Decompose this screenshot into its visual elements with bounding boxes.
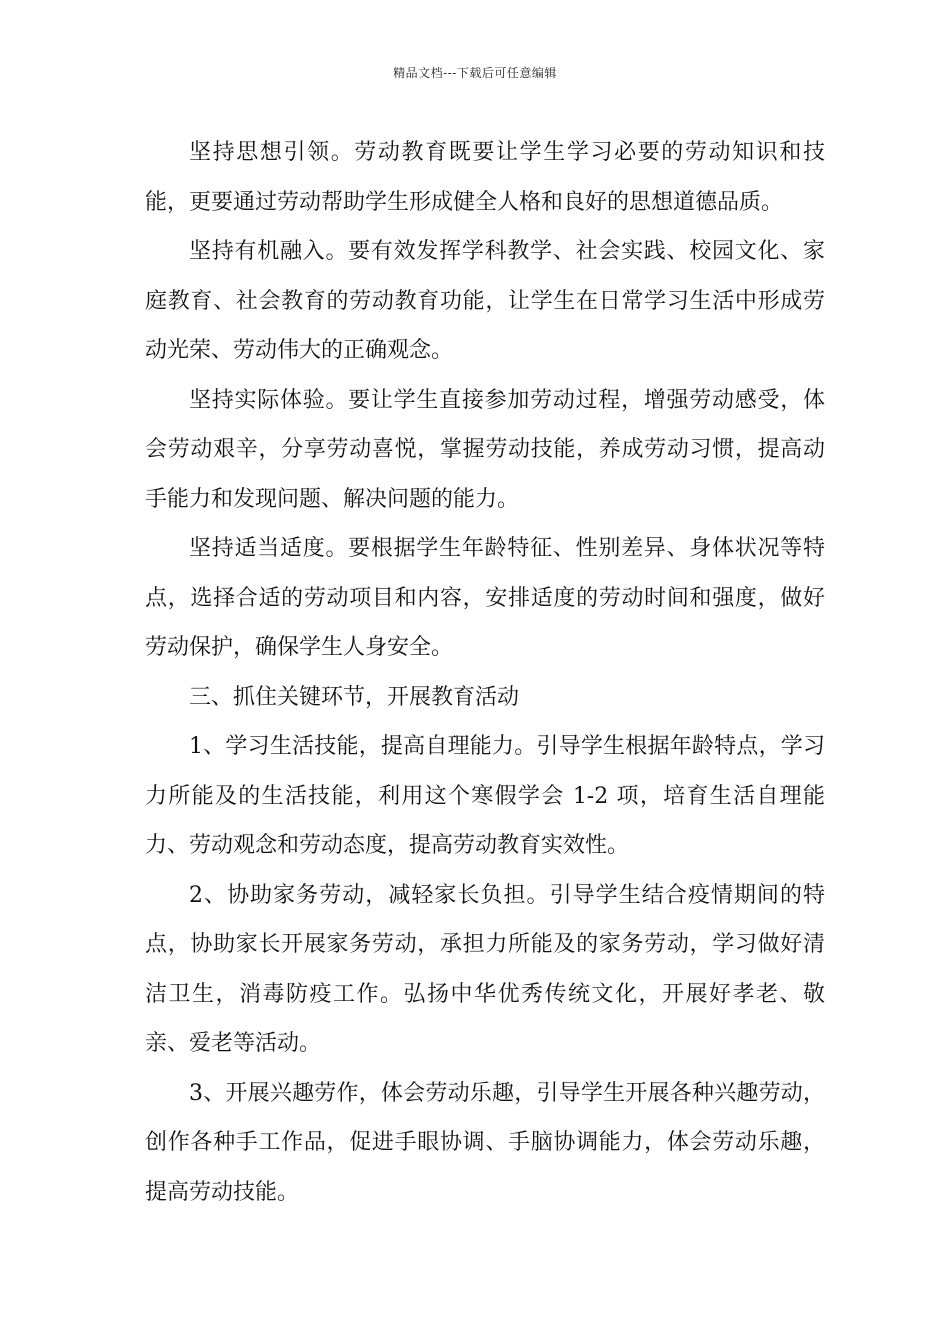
paragraph: 3、开展兴趣劳作，体会劳动乐趣，引导学生开展各种兴趣劳动，创作各种手工作品，促进手眼协调、手脑协调能力，体会劳动乐趣，提高劳动技能。 [145, 1080, 825, 1205]
paragraph: 1、学习生活技能，提高自理能力。引导学生根据年龄特点，学习力所能及的生活技能，利用这个寒假学会 1-2 项，培育生活自理能力、劳动观念和劳动态度，提高劳动教育实效性。 [145, 734, 825, 858]
paragraph: 坚持思想引领。劳动教育既要让学生学习必要的劳动知识和技能，更要通过劳动帮助学生形成健全人格和良好的思想道德品质。 [145, 140, 825, 215]
section-heading: 三、抓住关键环节，开展教育活动 [189, 684, 520, 710]
page-header: 精品文档---下载后可任意编辑 [393, 66, 557, 80]
paragraph: 坚持有机融入。要有效发挥学科教学、社会实践、校园文化、家庭教育、社会教育的劳动教育功能，让学生在日常学习生活中形成劳动光荣、劳动伟大的正确观念。 [145, 239, 825, 363]
document-body [145, 128, 825, 1217]
paragraph: 坚持实际体验。要让学生直接参加劳动过程，增强劳动感受，体会劳动艰辛，分享劳动喜悦，掌握劳动技能，养成劳动习惯，提高动手能力和发现问题、解决问题的能力。 [145, 387, 825, 512]
paragraph: 2、协助家务劳动，减轻家长负担。引导学生结合疫情期间的特点，协助家长开展家务劳动，承担力所能及的家务劳动，学习做好清洁卫生，消毒防疫工作。弘扬中华优秀传统文化，开展好孝老、敬亲、爱老等活动。 [145, 882, 825, 1056]
paragraph: 坚持适当适度。要根据学生年龄特征、性别差异、身体状况等特点，选择合适的劳动项目和内容，安排适度的劳动时间和强度，做好劳动保护，确保学生人身安全。 [145, 536, 825, 660]
